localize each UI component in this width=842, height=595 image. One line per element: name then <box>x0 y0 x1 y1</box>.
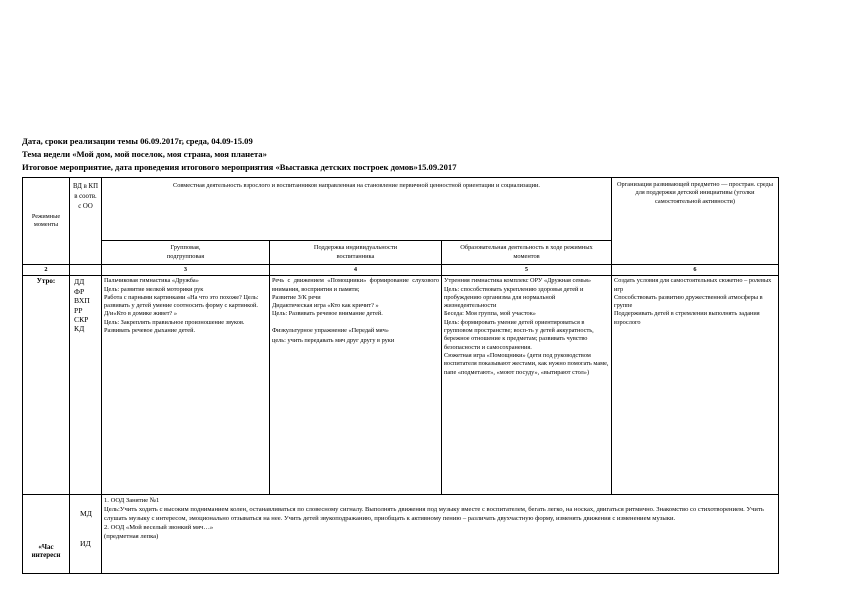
morning-educational-cell <box>442 276 612 495</box>
educational-activity-text: Цель: формировать умение детей ориентироваться в групповом пространстве; восп-ть у детей аккуратность, бережное отношение к предметам; развивать чувство безопасности и самосохранения. <box>444 318 594 351</box>
week-theme-line: Тема недели «Мой дом, мой поселок, моя страна, моя планета» <box>22 149 267 159</box>
environment-text: Создать условия для самостоятельных сюжетно – ролевых игр <box>614 277 772 293</box>
lesson-codes <box>70 495 102 574</box>
final-event-line: Итоговое мероприятие, дата проведения итогового мероприятия «Выставка детских построек домов»15.09.2017 <box>22 162 457 172</box>
individual-subheader: Поддержка индивидуальности воспитанника <box>270 241 442 265</box>
educational-activity-text: Цель: способствовать укреплению здоровья детей и пробуждению организма для нормальной жизнедеятельности <box>444 285 584 310</box>
area-code: ФР <box>74 286 85 296</box>
area-code: РР <box>74 305 83 315</box>
column-number: 6 <box>612 265 779 276</box>
individual-activity-text: цель: учить передавать мяч друг другу в руки <box>272 337 395 345</box>
environment-text: Способствовать развитию дружественной атмосферы в группе <box>614 293 763 310</box>
column-number: 5 <box>442 265 612 276</box>
individual-activity-text: Дидактическая игра «Кто как кричит? » <box>272 302 379 310</box>
morning-row <box>23 276 779 495</box>
lesson-content-cell <box>102 495 779 574</box>
lesson-label: «Час интересн <box>23 495 70 574</box>
area-code: КД <box>74 324 85 334</box>
morning-codes <box>70 276 102 495</box>
group-activity-text: Работа с парными картинками «На что это похоже? Цель: развивать у детей умение соотносить форму с картинкой. <box>104 293 259 310</box>
morning-group-cell <box>102 276 270 495</box>
header-row <box>23 178 779 241</box>
group-subheader: Групповая, подгрупповая <box>102 241 270 265</box>
group-activity-text: Пальчиковая гимнастика «Дружба» <box>104 277 199 285</box>
area-code: ДД <box>74 277 85 287</box>
area-code: СКР <box>74 314 89 324</box>
lesson-row <box>23 495 779 574</box>
area-code: ВХП <box>74 296 90 306</box>
area-code: МД <box>80 509 92 519</box>
individual-activity-text: Развитие З/К речи <box>272 293 321 301</box>
educational-activity-text: Беседа: Моя группа, мой участок» <box>444 310 536 318</box>
individual-activity-text: Цель: Развивать речевое внимание детей. <box>272 310 383 318</box>
activity-areas-header: ВД в КП в соотв. с ОО <box>70 178 102 265</box>
plan-dates-line: Дата, сроки реализации темы 06.09.2017г, среда, 04.09-15.09 <box>22 136 253 146</box>
educational-subheader: Образовательная деятельность в ходе режимных моментов <box>442 241 612 265</box>
plan-table <box>22 177 779 574</box>
educational-activity-text: Сюжетная игра «Помощники» (дети под руководством воспитателя показывают жестами, как нужно помогать маме, папе «подметают», «моют посуду», «вытирают стол») <box>444 351 609 376</box>
lesson-text: (предметная лепка) <box>104 533 159 541</box>
environment-header: Организация развивающей предметно — простран. среды для поддержки детской инициативы (уголки самостоятельной активности) <box>612 178 779 265</box>
group-activity-text: Д/и«Кто в домике живет? » <box>104 310 178 318</box>
joint-activity-header: Совместная деятельность взрослого и воспитанников направленная на становление первичной ценностной ориентации и социализации. <box>102 178 612 241</box>
morning-environment-cell <box>612 276 779 495</box>
regime-moments-header: Режимные моменты <box>23 178 70 265</box>
lesson-text: 2. ООД «Мой веселый звонкий мяч…» <box>104 524 214 532</box>
morning-individual-cell <box>270 276 442 495</box>
lesson-text: Цель:Учить ходить с высоким подниманием колен, останавливаться по словесному сигналу. Выполнять движения под музыку вместе с воспитателем, бегать легко, на носках, двигаться ритмично. Знакомство со стихотворением. Учить слушать музыку с интересом, эмоционально отзываться на нее. Учить детей звукоподражанию, приобщать к активному пению – различать двухчастную форму, изменять движения с изменением музыки. <box>104 506 764 523</box>
area-code: ИД <box>80 538 91 548</box>
group-activity-text: Цель: Закреплять правильное произношение звуков. Развивать речевое дыхание детей. <box>104 318 245 335</box>
lesson-text: 1. ООД Занятие №1 <box>104 497 160 505</box>
group-activity-text: Цель: развитие мелкой моторики рук <box>104 285 204 293</box>
column-number: 4 <box>270 265 442 276</box>
morning-label: Утро: <box>23 276 70 495</box>
individual-activity-text: Речь с движением «Помощники» формирование слухового внимания, восприятия и памяти; <box>272 277 439 293</box>
individual-activity-text: Физкультурное упражнение «Передай мяч» <box>272 326 389 334</box>
column-number: 2 <box>23 265 70 276</box>
environment-text: Поддерживать детей в стремлении выполнять задания взрослого <box>614 310 760 326</box>
educational-activity-text: Утренняя гимнастика комплекс ОРУ «Дружная семья» <box>444 277 592 285</box>
column-number-row <box>23 265 779 276</box>
column-number: 3 <box>102 265 270 276</box>
